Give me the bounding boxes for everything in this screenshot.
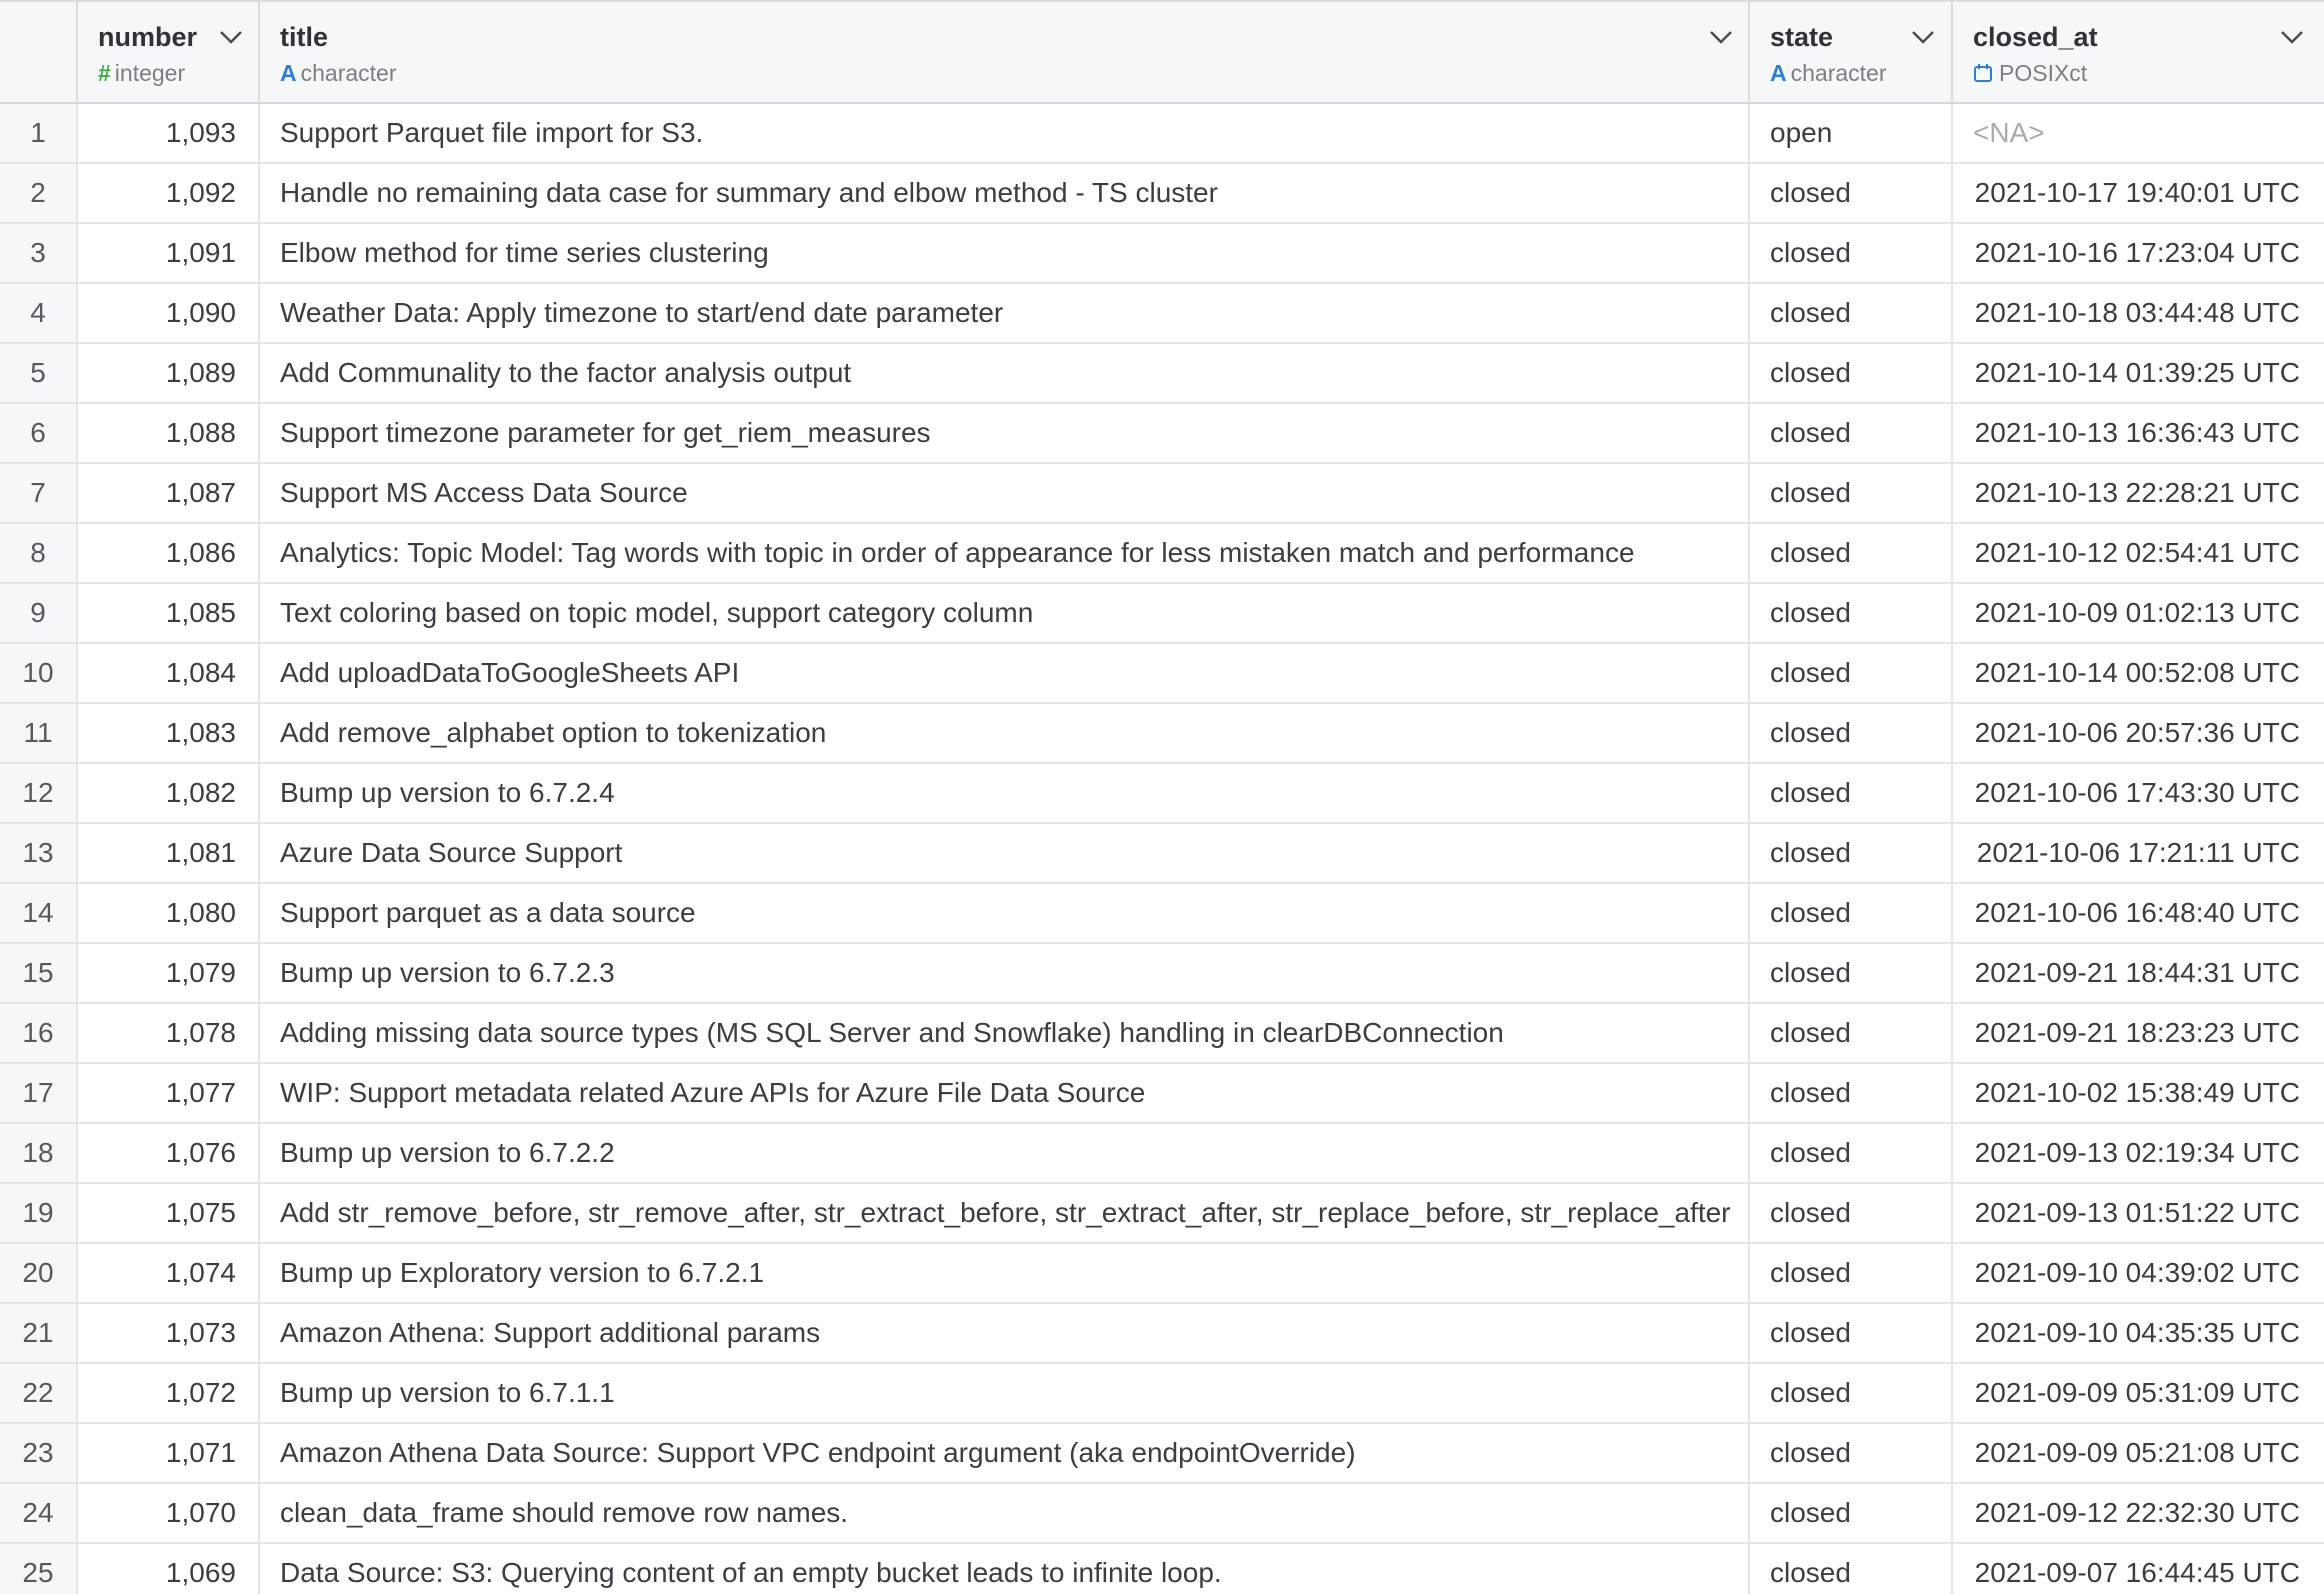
cell-state[interactable]: closed	[1750, 1184, 1953, 1242]
cell-closed-at[interactable]: <NA>	[1973, 117, 2045, 148]
cell-title[interactable]: Analytics: Topic Model: Tag words with topic in order of appearance for less mistaken match and performance	[260, 524, 1750, 582]
row-index[interactable]: 14	[0, 884, 78, 942]
cell-state[interactable]: closed	[1750, 944, 1953, 1002]
cell-state[interactable]: closed	[1750, 764, 1953, 822]
table-row[interactable]	[0, 524, 2324, 584]
cell-number[interactable]: 1,090	[78, 284, 260, 342]
row-index[interactable]: 9	[0, 584, 78, 642]
cell-number[interactable]: 1,082	[78, 764, 260, 822]
table-row[interactable]	[0, 644, 2324, 704]
table-row[interactable]	[0, 1304, 2324, 1364]
cell-number[interactable]: 1,093	[78, 104, 260, 162]
row-index[interactable]: 6	[0, 404, 78, 462]
cell-closed-at[interactable]: 2021-09-07 16:44:45 UTC	[1974, 1557, 2300, 1588]
table-row[interactable]	[0, 164, 2324, 224]
column-type	[98, 60, 185, 87]
cell-number[interactable]: 1,085	[78, 584, 260, 642]
row-index[interactable]: 25	[0, 1544, 78, 1594]
cell-state[interactable]: closed	[1750, 644, 1953, 702]
cell-title[interactable]: Text coloring based on topic model, support category column	[260, 584, 1750, 642]
cell-title[interactable]: Bump up version to 6.7.2.4	[260, 764, 1750, 822]
row-index[interactable]: 5	[0, 344, 78, 402]
cell-number[interactable]: 1,075	[78, 1184, 260, 1242]
cell-state[interactable]: closed	[1750, 1364, 1953, 1422]
table-row[interactable]	[0, 1544, 2324, 1594]
cell-state[interactable]: open	[1750, 104, 1953, 162]
cell-closed-at[interactable]: 2021-10-13 22:28:21 UTC	[1974, 477, 2300, 508]
chevron-down-icon[interactable]	[1910, 28, 1936, 46]
column-header-title[interactable]	[260, 2, 1750, 104]
table-row[interactable]	[0, 1424, 2324, 1484]
cell-closed-at[interactable]: 2021-10-02 15:38:49 UTC	[1974, 1077, 2300, 1108]
table-row[interactable]	[0, 224, 2324, 284]
table-row[interactable]	[0, 1124, 2324, 1184]
row-index[interactable]: 22	[0, 1364, 78, 1422]
row-index[interactable]: 11	[0, 704, 78, 762]
cell-title[interactable]: Amazon Athena: Support additional params	[260, 1304, 1750, 1362]
table-row[interactable]	[0, 104, 2324, 164]
row-index[interactable]: 23	[0, 1424, 78, 1482]
column-type-label: character	[1790, 60, 1887, 86]
table-row[interactable]	[0, 1244, 2324, 1304]
cell-state[interactable]: closed	[1750, 224, 1953, 282]
table-row[interactable]	[0, 464, 2324, 524]
column-name: title	[280, 22, 329, 52]
cell-title[interactable]: Add str_remove_before, str_remove_after, str_extract_before, str_extract_after, str_replace_before, str_replace_after	[260, 1184, 1750, 1242]
cell-title[interactable]: Bump up version to 6.7.1.1	[260, 1364, 1750, 1422]
cell-number[interactable]: 1,089	[78, 344, 260, 402]
cell-closed-at[interactable]: 2021-10-16 17:23:04 UTC	[1974, 237, 2300, 268]
cell-title[interactable]: Data Source: S3: Querying content of an empty bucket leads to infinite loop.	[260, 1544, 1750, 1594]
cell-closed-at[interactable]: 2021-09-21 18:44:31 UTC	[1974, 957, 2300, 988]
table-row[interactable]	[0, 404, 2324, 464]
column-type	[1770, 60, 1887, 87]
cell-number[interactable]: 1,087	[78, 464, 260, 522]
cell-number[interactable]: 1,083	[78, 704, 260, 762]
cell-closed-at[interactable]: 2021-09-21 18:23:23 UTC	[1974, 1017, 2300, 1048]
hash-icon: #	[98, 60, 111, 86]
row-index[interactable]: 3	[0, 224, 78, 282]
column-name: closed_at	[1973, 22, 2098, 52]
cell-closed-at[interactable]: 2021-10-18 03:44:48 UTC	[1974, 297, 2300, 328]
cell-title[interactable]: Bump up Exploratory version to 6.7.2.1	[260, 1244, 1750, 1302]
character-type-icon: A	[1770, 60, 1787, 86]
row-index[interactable]: 18	[0, 1124, 78, 1182]
table-row[interactable]	[0, 1184, 2324, 1244]
cell-title[interactable]: Support parquet as a data source	[260, 884, 1750, 942]
cell-title[interactable]: Add Communality to the factor analysis output	[260, 344, 1750, 402]
cell-state[interactable]: closed	[1750, 1064, 1953, 1122]
table-row[interactable]	[0, 1484, 2324, 1544]
table-row[interactable]	[0, 1364, 2324, 1424]
cell-closed-at[interactable]: 2021-10-06 16:48:40 UTC	[1974, 897, 2300, 928]
cell-state[interactable]: closed	[1750, 164, 1953, 222]
column-header-state[interactable]	[1750, 2, 1953, 104]
row-index[interactable]: 19	[0, 1184, 78, 1242]
cell-title[interactable]: Handle no remaining data case for summary and elbow method - TS cluster	[260, 164, 1750, 222]
cell-closed-at[interactable]: 2021-09-13 01:51:22 UTC	[1974, 1197, 2300, 1228]
column-type-label: character	[300, 60, 397, 86]
column-header-number[interactable]	[78, 2, 260, 104]
column-type	[280, 60, 397, 87]
column-header-closed-at[interactable]	[1953, 2, 2324, 104]
row-index[interactable]: 20	[0, 1244, 78, 1302]
cell-state[interactable]: closed	[1750, 1304, 1953, 1362]
chevron-down-icon[interactable]	[218, 28, 244, 46]
cell-closed-at[interactable]: 2021-09-10 04:39:02 UTC	[1974, 1257, 2300, 1288]
table-row[interactable]	[0, 824, 2324, 884]
row-index[interactable]: 21	[0, 1304, 78, 1362]
cell-title[interactable]: Support timezone parameter for get_riem_measures	[260, 404, 1750, 462]
row-index[interactable]: 10	[0, 644, 78, 702]
cell-number[interactable]: 1,069	[78, 1544, 260, 1594]
row-index-header	[0, 2, 78, 104]
table-row[interactable]	[0, 884, 2324, 944]
row-index[interactable]: 1	[0, 104, 78, 162]
cell-number[interactable]: 1,091	[78, 224, 260, 282]
cell-title[interactable]: Bump up version to 6.7.2.2	[260, 1124, 1750, 1182]
cell-state[interactable]: closed	[1750, 584, 1953, 642]
character-type-icon: A	[280, 60, 297, 86]
cell-state[interactable]: closed	[1750, 1424, 1953, 1482]
column-type	[1973, 60, 2087, 87]
row-index[interactable]: 12	[0, 764, 78, 822]
cell-closed-at[interactable]: 2021-10-14 00:52:08 UTC	[1974, 657, 2300, 688]
cell-state[interactable]: closed	[1750, 824, 1953, 882]
table-row[interactable]	[0, 1064, 2324, 1124]
column-type-label: integer	[114, 60, 186, 86]
calendar-icon	[1973, 63, 1993, 83]
cell-number[interactable]: 1,081	[78, 824, 260, 882]
cell-closed-at[interactable]: 2021-10-13 16:36:43 UTC	[1974, 417, 2300, 448]
cell-closed-at[interactable]: 2021-09-09 05:21:08 UTC	[1974, 1437, 2300, 1468]
cell-state[interactable]: closed	[1750, 704, 1953, 762]
table-row[interactable]	[0, 284, 2324, 344]
cell-state[interactable]: closed	[1750, 284, 1953, 342]
cell-title[interactable]: clean_data_frame should remove row names.	[260, 1484, 1750, 1542]
cell-number[interactable]: 1,088	[78, 404, 260, 462]
chevron-down-icon[interactable]	[2279, 28, 2305, 46]
cell-state[interactable]: closed	[1750, 404, 1953, 462]
cell-number[interactable]: 1,071	[78, 1424, 260, 1482]
cell-state[interactable]: closed	[1750, 524, 1953, 582]
cell-number[interactable]: 1,077	[78, 1064, 260, 1122]
cell-closed-at[interactable]: 2021-10-09 01:02:13 UTC	[1974, 597, 2300, 628]
row-index[interactable]: 2	[0, 164, 78, 222]
cell-closed-at[interactable]: 2021-10-14 01:39:25 UTC	[1974, 357, 2300, 388]
column-name: number	[98, 22, 198, 52]
cell-title[interactable]: Amazon Athena Data Source: Support VPC endpoint argument (aka endpointOverride)	[260, 1424, 1750, 1482]
cell-title[interactable]: Azure Data Source Support	[260, 824, 1750, 882]
cell-closed-at[interactable]: 2021-10-06 17:21:11 UTC	[1976, 837, 2300, 868]
cell-number[interactable]: 1,079	[78, 944, 260, 1002]
cell-closed-at[interactable]: 2021-10-17 19:40:01 UTC	[1974, 177, 2300, 208]
cell-state[interactable]: closed	[1750, 1004, 1953, 1062]
cell-number[interactable]: 1,092	[78, 164, 260, 222]
cell-title[interactable]: Add remove_alphabet option to tokenization	[260, 704, 1750, 762]
cell-title[interactable]: Weather Data: Apply timezone to start/end date parameter	[260, 284, 1750, 342]
row-index[interactable]: 17	[0, 1064, 78, 1122]
cell-state[interactable]: closed	[1750, 464, 1953, 522]
cell-title[interactable]: Add uploadDataToGoogleSheets API	[260, 644, 1750, 702]
row-index[interactable]: 15	[0, 944, 78, 1002]
chevron-down-icon[interactable]	[1708, 28, 1734, 46]
cell-number[interactable]: 1,074	[78, 1244, 260, 1302]
cell-number[interactable]: 1,086	[78, 524, 260, 582]
table-row[interactable]	[0, 944, 2324, 1004]
cell-closed-at[interactable]: 2021-10-12 02:54:41 UTC	[1974, 537, 2300, 568]
cell-title[interactable]: Elbow method for time series clustering	[260, 224, 1750, 282]
cell-title[interactable]: Support Parquet file import for S3.	[260, 104, 1750, 162]
row-index[interactable]: 24	[0, 1484, 78, 1542]
cell-state[interactable]: closed	[1750, 344, 1953, 402]
cell-closed-at[interactable]: 2021-09-13 02:19:34 UTC	[1974, 1137, 2300, 1168]
table-row[interactable]	[0, 1004, 2324, 1064]
cell-number[interactable]: 1,070	[78, 1484, 260, 1542]
row-index[interactable]: 16	[0, 1004, 78, 1062]
cell-title[interactable]: Adding missing data source types (MS SQL Server and Snowflake) handling in clearDBConnection	[260, 1004, 1750, 1062]
cell-closed-at[interactable]: 2021-09-09 05:31:09 UTC	[1974, 1377, 2300, 1408]
cell-number[interactable]: 1,084	[78, 644, 260, 702]
cell-state[interactable]: closed	[1750, 1544, 1953, 1594]
cell-title[interactable]: Support MS Access Data Source	[260, 464, 1750, 522]
cell-closed-at[interactable]: 2021-10-06 17:43:30 UTC	[1974, 777, 2300, 808]
table-row[interactable]	[0, 704, 2324, 764]
cell-number[interactable]: 1,080	[78, 884, 260, 942]
table-row[interactable]	[0, 764, 2324, 824]
cell-closed-at[interactable]: 2021-10-06 20:57:36 UTC	[1974, 717, 2300, 748]
table-row[interactable]	[0, 344, 2324, 404]
row-index[interactable]: 4	[0, 284, 78, 342]
table-row[interactable]	[0, 584, 2324, 644]
column-name: state	[1770, 22, 1834, 52]
cell-state[interactable]: closed	[1750, 1484, 1953, 1542]
cell-closed-at[interactable]: 2021-09-10 04:35:35 UTC	[1974, 1317, 2300, 1348]
cell-state[interactable]: closed	[1750, 1124, 1953, 1182]
column-type-label: POSIXct	[1999, 60, 2088, 86]
cell-title[interactable]: WIP: Support metadata related Azure APIs for Azure File Data Source	[260, 1064, 1750, 1122]
row-index[interactable]: 8	[0, 524, 78, 582]
row-index[interactable]: 7	[0, 464, 78, 522]
cell-number[interactable]: 1,073	[78, 1304, 260, 1362]
column-header-row	[0, 0, 2324, 104]
cell-state[interactable]: closed	[1750, 884, 1953, 942]
cell-number[interactable]: 1,072	[78, 1364, 260, 1422]
cell-state[interactable]: closed	[1750, 1244, 1953, 1302]
cell-title[interactable]: Bump up version to 6.7.2.3	[260, 944, 1750, 1002]
cell-number[interactable]: 1,076	[78, 1124, 260, 1182]
cell-number[interactable]: 1,078	[78, 1004, 260, 1062]
row-index[interactable]: 13	[0, 824, 78, 882]
cell-closed-at[interactable]: 2021-09-12 22:32:30 UTC	[1974, 1497, 2300, 1528]
